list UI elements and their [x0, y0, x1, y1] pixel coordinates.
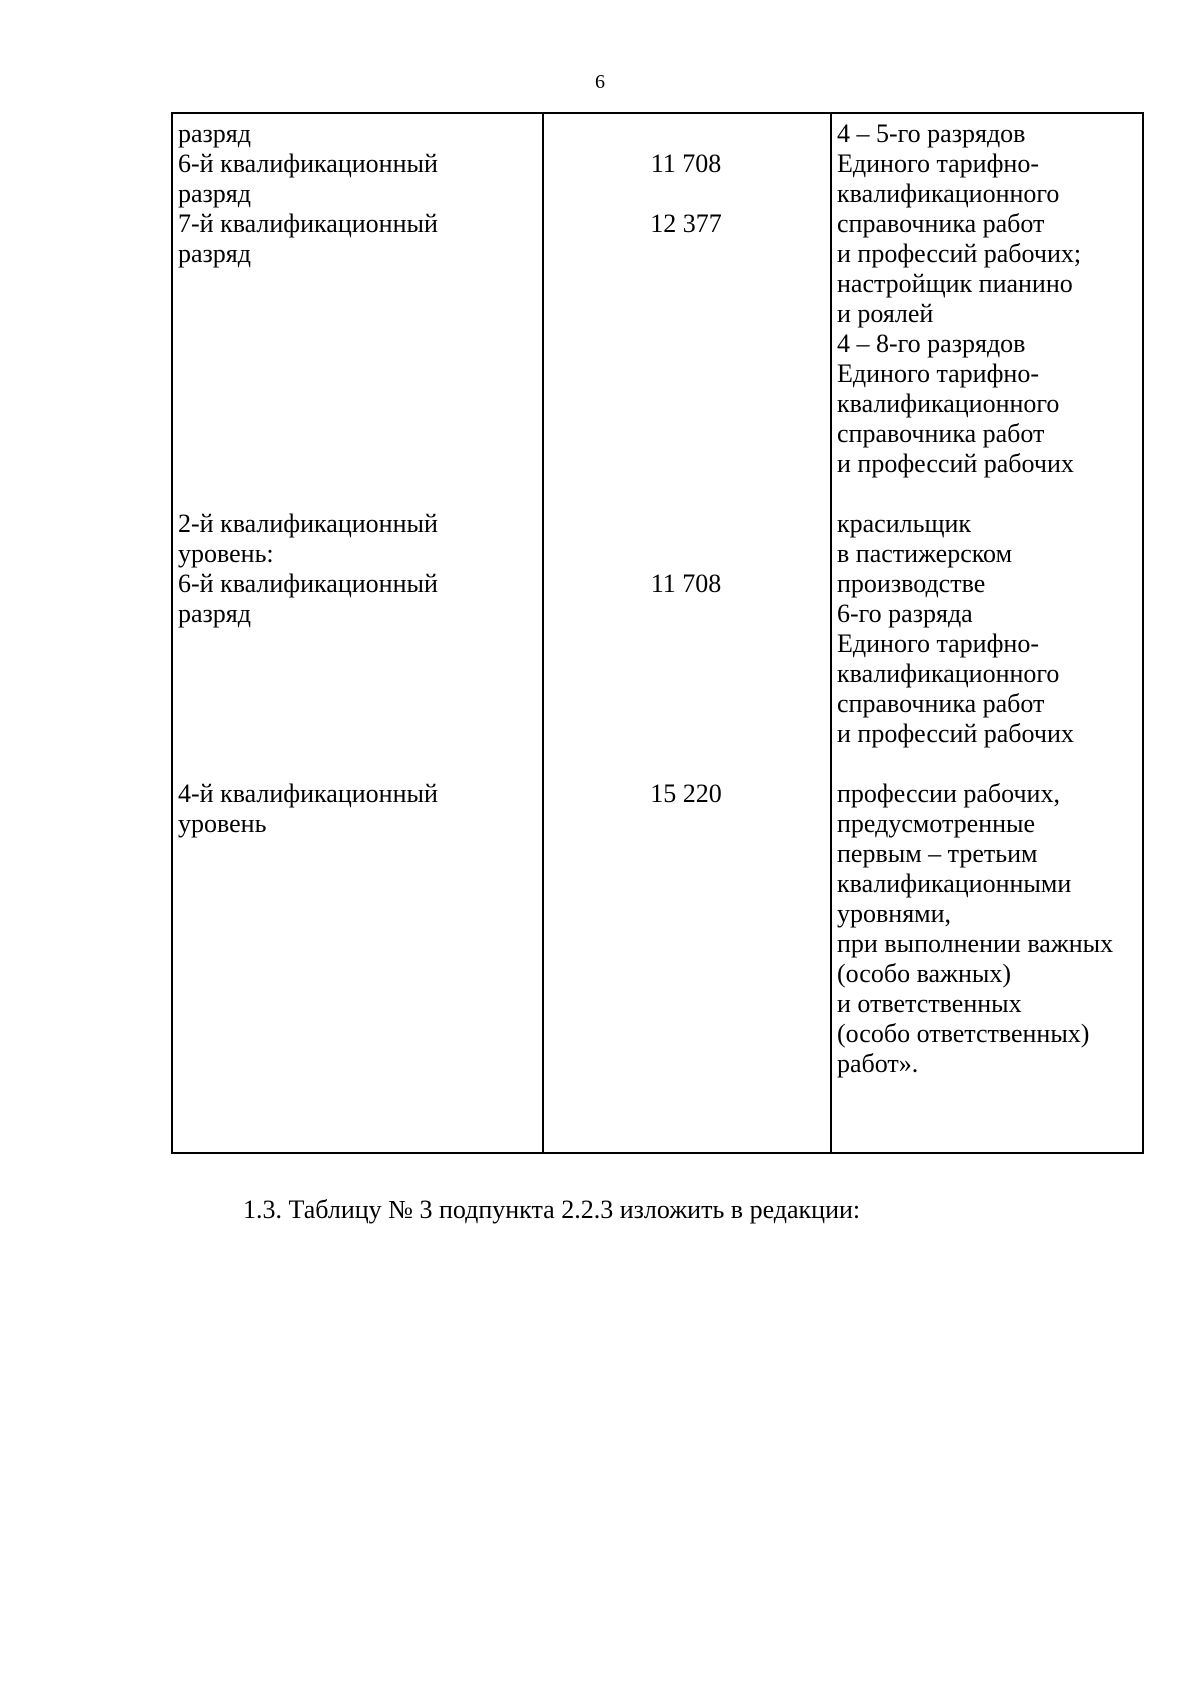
profession-text: и профессий рабочих — [837, 719, 1074, 748]
qualification-text: уровень — [178, 809, 267, 838]
profession-text: красильщик — [837, 509, 972, 538]
profession-text: профессии рабочих, — [837, 779, 1060, 808]
profession-text: квалификационного — [837, 389, 1060, 418]
profession-text: и ответственных — [837, 989, 1022, 1018]
profession-text: Единого тарифно- — [837, 359, 1040, 388]
salary-value: 12 377 — [650, 209, 722, 238]
profession-text: уровнями, — [837, 899, 952, 928]
qualification-text: разряд — [178, 599, 251, 628]
profession-text: квалификационного — [837, 179, 1060, 208]
profession-text: (особо важных) — [837, 959, 1012, 988]
qualification-text: 4-й квалификационный — [178, 779, 438, 808]
qualification-text: разряд — [178, 179, 251, 208]
column-divider — [830, 114, 832, 1152]
profession-text: производстве — [837, 569, 986, 598]
profession-text: предусмотренные — [837, 809, 1036, 838]
profession-text: 4 – 8-го разрядов — [837, 329, 1026, 358]
profession-text: справочника работ — [837, 689, 1045, 718]
salary-value: 15 220 — [650, 779, 722, 808]
profession-text: при выполнении важных — [837, 929, 1114, 958]
profession-text: справочника работ — [837, 419, 1045, 448]
qualification-text: 6-й квалификационный — [178, 569, 438, 598]
profession-text: квалификационного — [837, 659, 1060, 688]
column-divider — [542, 114, 544, 1152]
profession-text: работ». — [837, 1049, 919, 1078]
profession-text: в пастижерском — [837, 539, 1013, 568]
qualification-text: разряд — [178, 239, 251, 268]
profession-text: первым – третьим — [837, 839, 1038, 868]
instruction-paragraph: 1.3. Таблицу № 3 подпункта 2.2.3 изложить в редакции: — [243, 1195, 861, 1224]
profession-text: и профессий рабочих — [837, 449, 1074, 478]
profession-text: и профессий рабочих; — [837, 239, 1082, 268]
qualification-text: уровень: — [178, 539, 274, 568]
profession-text: настройщик пианино — [837, 269, 1073, 298]
qualification-text: 2-й квалификационный — [178, 509, 438, 538]
salary-value: 11 708 — [650, 569, 722, 598]
page-number: 6 — [595, 71, 605, 93]
profession-text: (особо ответственных) — [837, 1019, 1090, 1048]
profession-text: Единого тарифно- — [837, 629, 1040, 658]
qualification-text: 7-й квалификационный — [178, 209, 438, 238]
profession-text: квалификационными — [837, 869, 1072, 898]
qualification-text: 6-й квалификационный — [178, 149, 438, 178]
data-table — [171, 112, 1144, 1154]
profession-text: и роялей — [837, 299, 934, 328]
profession-text: справочника работ — [837, 209, 1045, 238]
salary-value: 11 708 — [650, 149, 722, 178]
profession-text: Единого тарифно- — [837, 149, 1040, 178]
profession-text: 4 – 5-го разрядов — [837, 119, 1026, 148]
qualification-text: разряд — [178, 119, 251, 148]
profession-text: 6-го разряда — [837, 599, 973, 628]
